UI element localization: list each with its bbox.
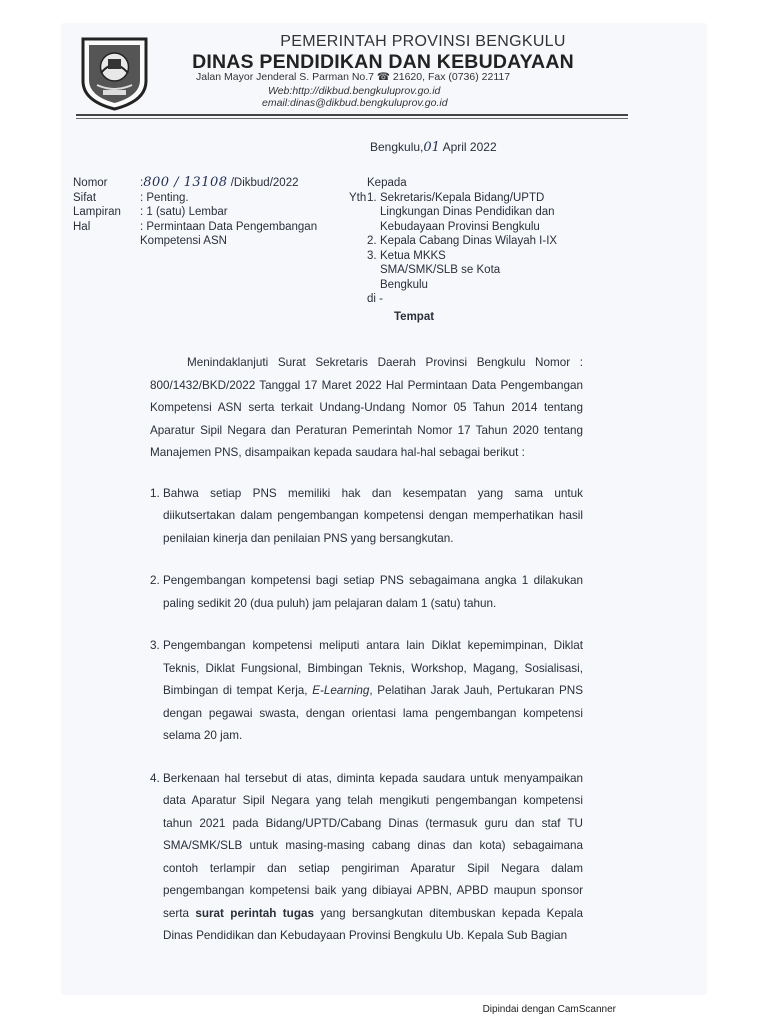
recipient-di: di - bbox=[367, 293, 383, 305]
recipient-num: 1. bbox=[367, 191, 377, 204]
meta-value bbox=[140, 176, 330, 191]
meta-colon: : bbox=[140, 177, 144, 189]
letter-date bbox=[370, 140, 497, 155]
point-text-part: yang bersangkutan ditembuskan kepada Kepala Dinas Pendidikan dan Kebudayaan Provinsi Bengkulu Ub. Kepala Sub Bagian bbox=[163, 906, 583, 942]
point-text bbox=[163, 768, 583, 948]
letterhead-address: Jalan Mayor Jenderal S. Parman No.7 ☎ 21620, Fax (0736) 22117 bbox=[196, 71, 511, 83]
point-num: 1. bbox=[150, 486, 160, 500]
point-text: Bahwa setiap PNS memiliki hak dan kesempatan yang sama untuk diikutsertakan dalam pengembangan kompetensi dengan memperhatikan hasil penilaian kinerja dan penilaian PNS yang bersangkutan. bbox=[163, 486, 583, 545]
recipient-list bbox=[367, 191, 580, 293]
letterhead-web: Web:http://dikbud.bengkuluprov.go.id bbox=[268, 85, 441, 97]
point-text-part: Berkenaan hal tersebut di atas, diminta kepada saudara untuk menyampaikan data Aparatur Sipil Negara yang telah mengikuti pengembangan kompetensi tahun 2021 pada Bidang/UPTD/Cabang Dinas (termasuk guru dan staf TU SMA/SMK/SLB untuk masing-masing cabang dinas dan kota) sebagaimana contoh terlampir dan setiap pengiriman Aparatur Sipil Negara dalam pengembangan kompetensi baik yang dibiayai APBN, APBD maupun sponsor serta bbox=[163, 771, 583, 920]
recipient-num: 2. bbox=[367, 235, 377, 247]
recipient-yth: Yth bbox=[349, 192, 367, 204]
point-num: 2. bbox=[150, 574, 160, 587]
recipient-item bbox=[367, 249, 580, 293]
recipient-block bbox=[349, 176, 580, 324]
letterhead-rule-thin bbox=[76, 118, 628, 119]
date-city: Bengkulu, bbox=[370, 140, 424, 154]
meta-value: : Penting. bbox=[140, 191, 189, 204]
recipient-kepada: Kepada bbox=[367, 177, 407, 189]
meta-label: Hal bbox=[73, 220, 91, 233]
point-text-part: , Pelatihan Jarak Jauh, Pertukaran PNS dengan pegawai swasta, dengan orientasi lama pengembangan kompetensi selama 20 jam. bbox=[163, 684, 584, 742]
meta-row-sifat bbox=[73, 191, 330, 206]
recipient-num: 3. bbox=[367, 249, 377, 262]
date-month-year: April 2022 bbox=[439, 140, 497, 154]
recipient-item bbox=[367, 191, 580, 235]
recipient-text: Kepala Cabang Dinas Wilayah I-IX bbox=[380, 235, 558, 247]
point-text: Pengembangan kompetensi bagi setiap PNS sebagaimana angka 1 dilakukan paling sedikit 20 (dua puluh) jam pelajaran dalam 1 (satu) tahun. bbox=[163, 574, 583, 610]
letterhead-email: email:dinas@dikbud.bengkuluprov.go.id bbox=[262, 97, 448, 109]
nomor-suffix: /Dikbud/2022 bbox=[227, 177, 299, 189]
point-item bbox=[150, 570, 583, 615]
letter-meta bbox=[73, 176, 330, 249]
points-list bbox=[150, 483, 583, 948]
intro-paragraph: Menindaklanjuti Surat Sekretaris Daerah Provinsi Bengkulu Nomor : 800/1432/BKD/2022 Tanggal 17 Maret 2022 Hal Permintaan Data Pengembangan Kompetensi ASN serta terkait Undang-Undang Nomor 05 Tahun 2014 tentang Aparatur Sipil Negara dan Peraturan Pemerintah Nomor 17 Tahun 2020 tentang Manajemen PNS, disampaikan kepada saudara hal-hal sebagai berikut : bbox=[150, 356, 583, 459]
letterhead-rule bbox=[76, 114, 628, 116]
meta-row-lampiran bbox=[73, 205, 330, 220]
scanner-watermark: Dipindai dengan CamScanner bbox=[482, 1004, 616, 1015]
meta-value: : 1 (satu) Lembar bbox=[140, 206, 228, 218]
meta-label: Lampiran bbox=[73, 206, 121, 218]
point-num: 4. bbox=[150, 771, 160, 785]
recipient-text: Sekretaris/Kepala Bidang/UPTD Lingkungan Dinas Pendidikan dan Kebudayaan Provinsi Bengkulu bbox=[380, 191, 555, 233]
point-num: 3. bbox=[150, 639, 160, 652]
point-item bbox=[150, 635, 583, 748]
meta-row-nomor bbox=[73, 176, 330, 191]
point-text-emphasis: E-Learning bbox=[312, 684, 370, 697]
letter-body bbox=[150, 352, 583, 968]
recipient-tempat: Tempat bbox=[394, 310, 435, 323]
meta-label: Sifat bbox=[73, 191, 97, 204]
letterhead-agency: DINAS PENDIDIKAN DAN KEBUDAYAAN bbox=[192, 51, 574, 73]
point-item bbox=[150, 483, 583, 551]
nomor-handwritten: 800 / 13108 bbox=[143, 175, 228, 190]
point-text bbox=[163, 635, 583, 748]
meta-value: : Permintaan Data Pengembangan Kompetensi ASN bbox=[140, 220, 318, 247]
provincial-emblem-logo bbox=[79, 35, 150, 111]
meta-row-hal bbox=[73, 220, 330, 249]
point-text-bold: surat perintah tugas bbox=[195, 906, 314, 920]
date-day-handwritten: 01 bbox=[423, 140, 440, 155]
recipient-text: Ketua MKKS SMA/SMK/SLB se Kota Bengkulu bbox=[380, 249, 501, 291]
letterhead-government: PEMERINTAH PROVINSI BENGKULU bbox=[280, 33, 566, 50]
point-item bbox=[150, 768, 583, 948]
recipient-item bbox=[367, 234, 580, 249]
meta-label: Nomor bbox=[73, 177, 108, 189]
point-text-part: Pengembangan kompetensi meliputi antara lain Diklat kepemimpinan, Diklat Teknis, Diklat Fungsional, Bimbingan Teknis, Workshop, Magang, Sosialisasi, Bimbingan di tempat Kerja, bbox=[163, 639, 583, 697]
